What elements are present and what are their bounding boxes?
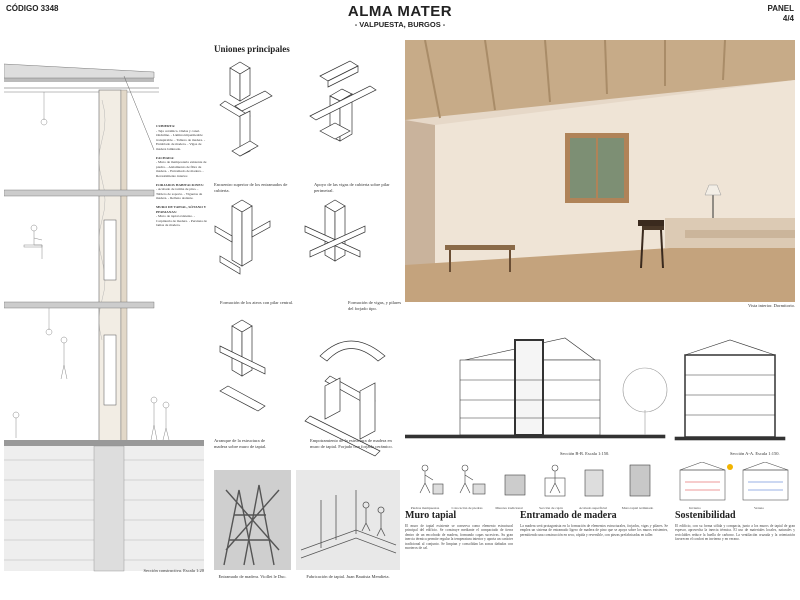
- joint-caption: Formación de vigas, y pilares del forjado tipo.: [348, 300, 402, 311]
- panel-count: 4/4: [782, 14, 794, 23]
- process-label: Muretes tradicional: [495, 506, 523, 510]
- project-code: CÓDIGO 3348: [6, 4, 59, 13]
- sostenibilidad-body: El edificio, con su forma sólida y compacta, junto a los muros de tapial de gran espesor, aprovecha la inercia térmica. El uso de materiales locales, naturales y reciclables reduce la huella de carbono. La ventilación cruzada y la orientación favorecen el confort en invierno y en verano.: [675, 524, 795, 542]
- summer-label: Verano: [754, 506, 764, 510]
- process-label: Muro tapial terminado: [621, 506, 654, 510]
- unions-title: Uniones principales: [214, 44, 290, 54]
- note-heading: FORJADOS HABITACIONES:: [156, 182, 204, 187]
- section-aa-caption: Sección A-A. Escala 1:150.: [730, 451, 780, 456]
- section-bb-caption: Sección B-B. Escala 1:150.: [560, 451, 610, 456]
- rammed-earth-etching: [296, 470, 400, 570]
- process-label: Acabado superficial: [578, 506, 608, 510]
- building-sections: [405, 320, 795, 465]
- joint-caption: Empotramiento de la estructura de madera en muro de tapial. Forjado con forjado cerámico.: [310, 438, 393, 449]
- project-title: ALMA MATER: [347, 3, 453, 20]
- sostenibilidad-title: Sostenibilidad: [675, 510, 736, 521]
- muro-title: Muro tapial: [405, 510, 457, 521]
- note-text: - Acabado de tarima de pino. - Tablero de soporte. - Viguetas de madera. - Relleno aislante.: [156, 187, 203, 201]
- process-label: Sección de cajón: [539, 506, 563, 510]
- construction-notes: [156, 120, 208, 228]
- winter-label: Invierno: [689, 506, 701, 510]
- joint-caption: Formación de los ateos con pilar central.: [220, 300, 294, 305]
- panel-label: PANEL: [767, 4, 794, 13]
- historic-caption-1: Entramado de madera. Viollet le Duc.: [218, 574, 287, 579]
- interior-render: [405, 40, 795, 302]
- section-caption: Sección constructiva. Escala 1:20: [143, 568, 204, 573]
- entramado-body: La madera será protagonista en la formación de elementos estructurales, forjados, vigas y pilares. Se emplea un sistema de entramado ligero de madera de pino que se apoya sobre los muros existentes, permitiendo una construcción en seco, rápida y reversible, con piezas prefabricadas en taller.: [520, 524, 668, 537]
- entramado-title: Entramado de madera: [520, 510, 617, 521]
- note-text: - Muro de mampostería existente de piedra. - Aislamiento de fibra de madera. - Entramado de madera. - Revestimiento interior.: [156, 160, 207, 178]
- joint-caption: Encuentro superior de los entramados de cubierta.: [214, 182, 288, 193]
- timber-frame-etching: [214, 470, 291, 570]
- joint-diagrams: [210, 56, 400, 466]
- note-text: - Muro de tapial existente. - Carpintería de madera. - Persiana de lamas de madera.: [156, 214, 207, 228]
- rammed-earth-process: [405, 460, 665, 505]
- project-subtitle: - VALPUESTA, BURGOS -: [354, 20, 446, 29]
- joint-caption: Arranque de la estructura de madera sobre muro de tapial.: [214, 438, 267, 449]
- note-heading: CUBIERTA:: [156, 124, 176, 128]
- interior-caption: Vista interior. Dormitorio.: [748, 303, 795, 308]
- note-text: - Teja cerámica. Ondas y canal. Onduline. - Lámina impermeable transpirable. - Tablero de madera. - Entablado de madera. - Vigas de madera laminada.: [156, 128, 206, 151]
- sustainability-diagram: [675, 462, 795, 507]
- process-label: Piedras mampuestas: [410, 506, 440, 510]
- note-heading: FACHADA:: [156, 155, 175, 160]
- panel-number: [767, 4, 794, 24]
- historic-caption-2: Fabricación de tapial. Juan Bautista Mendieta.: [306, 574, 390, 579]
- note-heading: MURO DE TAPIAL, SÓTANO Y PERSIANAS:: [156, 204, 207, 214]
- process-label: Colocación de piedras: [451, 506, 483, 510]
- muro-body: El muro de tapial existente se conserva como elemento estructural principal del edificio. Se construye mediante el compactado de tierra dentro de un encofrado de madera, formando capas sucesivas. Su gran inercia térmica permite regular la temperatura interior y aporta un carácter tradicional al conjunto. Se limpian y consolidan las zonas dañadas con morteros de cal.: [405, 524, 513, 551]
- joint-caption: Apoyo de las vigas de cubierta sobre pilar perimetral.: [314, 182, 390, 193]
